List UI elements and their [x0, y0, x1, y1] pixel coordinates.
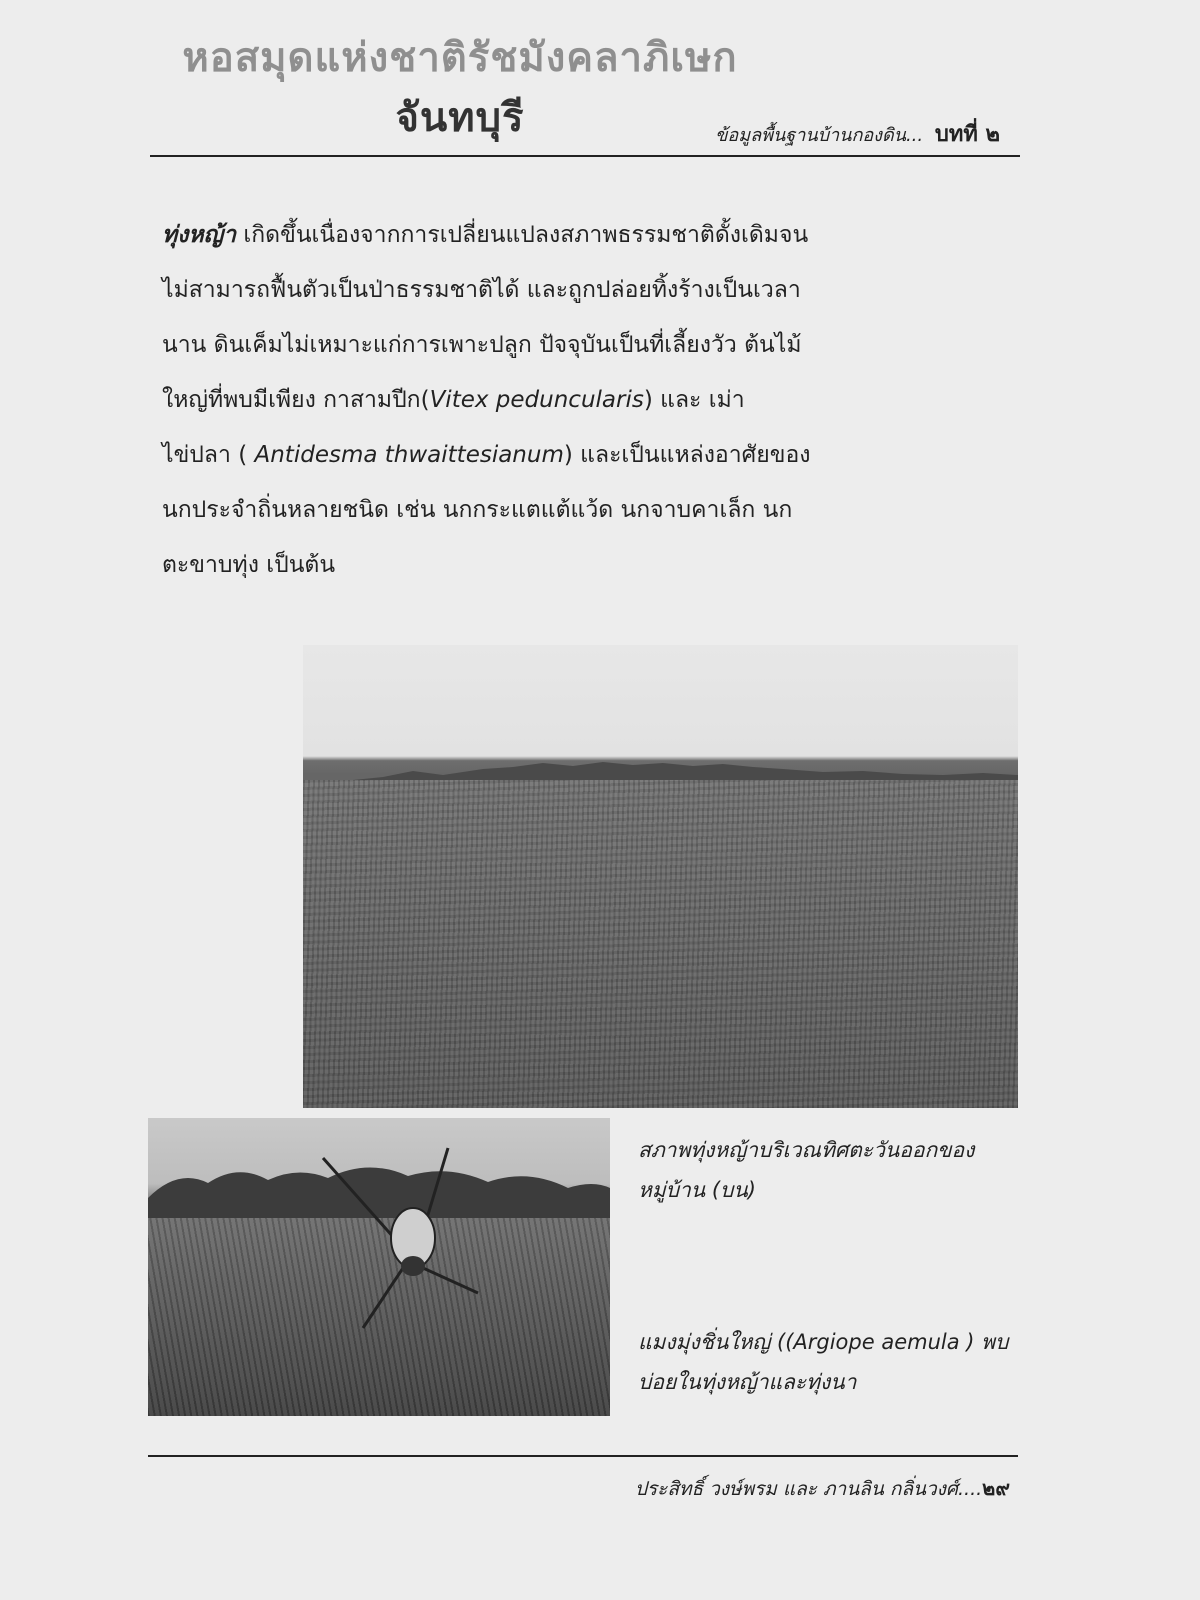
library-stamp	[180, 28, 740, 148]
scientific-name-1: Vitex peduncularis	[429, 387, 644, 413]
running-title: ข้อมูลพื้นฐานบ้านกองดิน...	[715, 125, 924, 146]
grass-field	[303, 780, 1018, 1108]
grassland-photo	[303, 645, 1018, 1108]
caption-spider-suffix: ) พบบ่อยในทุ่งหญ้าและทุ่งนา	[638, 1330, 1009, 1394]
body-paragraph	[162, 208, 812, 593]
stamp-line-2: จันทบุรี	[395, 95, 525, 141]
paragraph-text-3: ) และเป็นแหล่งอาศัยของนกประจำถิ่นหลายชนิด เช่น นกกระแตแต้แว้ด นกจาบคาเล็ก นกตะขาบทุ่ง เป็นต้น	[162, 442, 811, 578]
footer-rule	[148, 1455, 1018, 1457]
running-header	[715, 116, 1000, 151]
caption-spider	[638, 1322, 1018, 1402]
page-footer	[635, 1472, 1010, 1504]
header-rule	[150, 155, 1020, 157]
paragraph-text-1: เกิดขึ้นเนื่องจากการเปลี่ยนแปลงสภาพธรรมชาติดั้งเดิมจนไม่สามารถฟื้นตัวเป็นป่าธรรมชาติได้ และถูกปล่อยทิ้งร้างเป็นเวลานาน ดินเค็มไม่เหมาะแก่การเพาะปลูก ปัจจุบันเป็นที่เลี้ยงวัว ต้นไม้ใหญ่ที่พบมีเพียง กาสามปีก(	[162, 222, 809, 413]
spider-icon	[148, 1118, 610, 1416]
caption-spider-prefix: แมงมุ่งชิ่นใหญ่ ((	[638, 1330, 794, 1354]
paragraph-lead: ทุ่งหญ้า	[162, 222, 237, 248]
footer-authors: ประสิทธิ์ วงษ์พรม และ ภานลิน กลิ่นวงศ์....	[634, 1478, 983, 1500]
paragraph-text-2: ) และ เม่าไข่ปลา (	[162, 387, 745, 468]
scientific-name-2: Antidesma thwaittesianum	[254, 442, 564, 468]
caption-spider-scientific-name: Argiope aemula	[793, 1330, 960, 1354]
chapter-label: บทที่ ๒	[934, 122, 1000, 147]
page-number: ๒๙	[982, 1476, 1010, 1500]
caption-grassland: สภาพทุ่งหญ้าบริเวณทิศตะวันออกของหมู่บ้าน (บน)	[638, 1138, 975, 1202]
stamp-line-1: หอสมุดแห่งชาติรัชมังคลาภิเษก	[182, 35, 738, 81]
spider-photo	[148, 1118, 610, 1416]
